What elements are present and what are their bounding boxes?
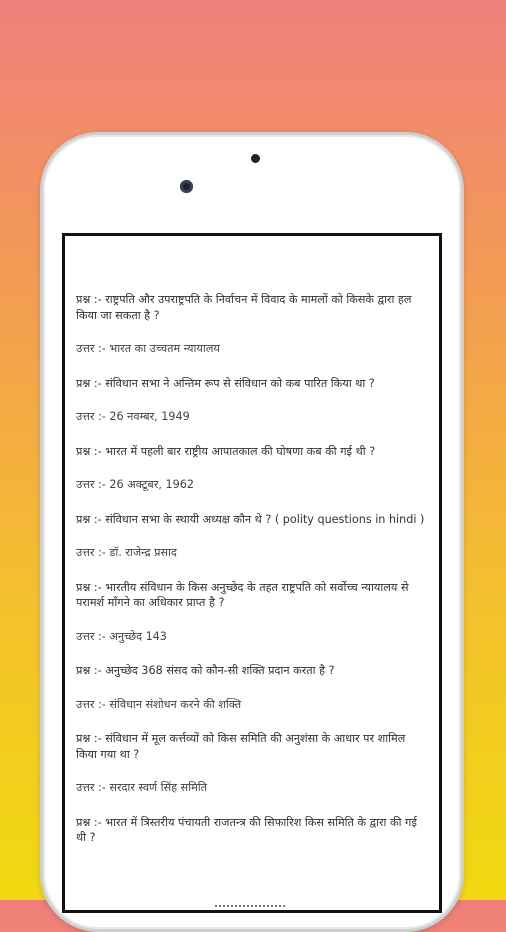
question-text: प्रश्न :- भारतीय संविधान के किस अनुच्छेद के तहत राष्ट्रपति को सर्वोच्च न्यायालय से परामर्श माँगने का अधिकार प्राप्त है ?	[76, 580, 409, 609]
answer-text: उत्तर :- अनुच्छेद 143	[76, 629, 167, 643]
speaker-icon	[251, 154, 260, 163]
question-text: प्रश्न :- भारत में पहली बार राष्ट्रीय आपातकाल की घोषणा कब की गई थी ?	[76, 444, 376, 458]
camera-icon	[180, 180, 193, 193]
scroll-cutoff-divider	[215, 905, 285, 910]
answer-text: उत्तर :- संविधान संशोधन करने की शक्ति	[76, 697, 242, 711]
answer-text: उत्तर :- 26 अक्टूबर, 1962	[76, 478, 194, 491]
answer-text: उत्तर :- सरदार स्वर्ण सिंह समिति	[76, 781, 208, 794]
answer-text: उत्तर :- भारत का उच्चतम न्यायालय	[76, 342, 220, 355]
question-text: प्रश्न :- संविधान सभा के स्थायी अध्यक्ष कौन थे ? ( polity questions in hindi )	[76, 512, 425, 526]
answer-text: उत्तर :- 26 नवम्बर, 1949	[76, 410, 190, 423]
question-text: प्रश्न :- भारत में त्रिस्तरीय पंचायती राजतन्त्र की सिफारिश किस समिति के द्वारा की गई थी ?	[76, 815, 417, 844]
question-text: प्रश्न :- संविधान सभा ने अन्तिम रूप से संविधान को कब पारित किया था ?	[76, 376, 375, 390]
question-text: प्रश्न :- अनुच्छेद 368 संसद को कौन-सी शक्ति प्रदान करता है ?	[76, 664, 335, 677]
qa-list[interactable]	[65, 236, 439, 846]
phone-screen	[62, 233, 442, 913]
question-text: प्रश्न :- राष्ट्रपति और उपराष्ट्रपति के निर्वाचन में विवाद के मामलों को किसके द्वारा हल किया जा सकता है ?	[76, 293, 412, 322]
question-text: प्रश्न :- संविधान में मूल कर्त्तव्यों को किस समिति की अनुशंसा के आधार पर शामिल किया गया था ?	[76, 732, 406, 761]
answer-text: उत्तर :- डॉ. राजेन्द्र प्रसाद	[76, 546, 177, 559]
